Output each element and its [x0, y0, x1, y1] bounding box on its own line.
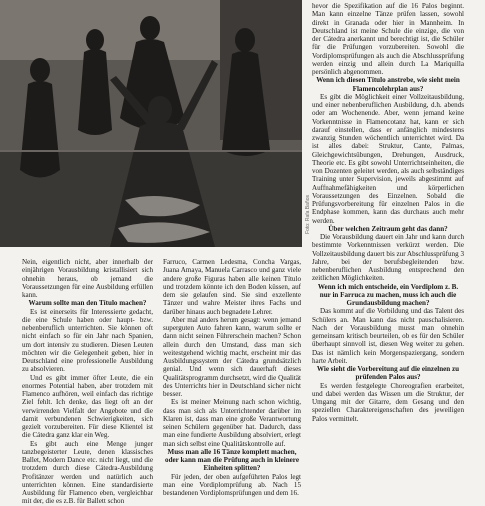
interview-question: Wenn ich mich entscheide, ein Vordiplom z. B. nur in Farruca zu machen, muss ich auch die Grundausbildung machen?: [317, 282, 459, 307]
article-paragraph: Es ist meiner Meinung nach schon wichtig, dass man sich als Unterrichtender darüber im Klaren ist, dass man eine große Verantwortung seinen Schülern gegenüber hat. Dadurch, dass man eine fundierte Ausbildung absolviert, erlegt man sich selbst eine Qualitätskontrolle auf.: [163, 398, 301, 448]
article-paragraph: Es gibt auch eine Menge junger tanzbegeisterter Leute, denen klassisches Ballet, Modern Dance etc. nicht liegt, und die trotzdem durch diese Cátedra-Ausbildung Profitänzer werden und natürlich auch unterrichten können. Eine standardisierte Ausbildung für Flamenco eben, vergleichbar mit der, die es z.B. für Ballett schon: [22, 439, 153, 506]
article-paragraph: hevor die Spezifikation auf die 16 Palos beginnt. Man kann einzelne Tänze prüfen lassen, sowohl direkt in Granada oder hier in Mannheim. In Deutschland ist meine Schule die einzige, die von der Cátedra anerkannt und berechtigt ist, die Schüler für die Prüfungen vorzubereiten. Sowohl die Vordiplomsprüfungen als auch die Abschlussprüfung werden einzig und allein durch La Mariquilla persönlich abgenommen.: [312, 2, 464, 76]
article-paragraph: Die Vorausbildung dauert ein Jahr und kann durch bestimmte Vorkenntnissen verkürzt werden. Die Vollzeitausbildung dauert bis zur Abschlussprüfung 3 Jahre, bei der berufsbegleitenden bzw. nebenberuflichen Ausbildung entsprechend den zeitlichen Möglichkeiten.: [312, 233, 464, 283]
flamenco-class-photo: [0, 0, 302, 247]
article-paragraph: Nein, eigentlich nicht, aber innerhalb der einjährigen Vorausbildung kristallisiert sich ohnehin heraus, ob jemand die Voraussetzungen für eine Ausbildung erfüllen kann.: [22, 258, 153, 299]
article-paragraph: Das kommt auf die Vorbildung und das Talent des Schülers an. Man kann das nicht pauschalisieren. Nach der Vorausbildung musst man ohnehin gemeinsam kritisch beurteilen, ob es für den Schüler überhaupt sinnvoll ist, diesen Weg weiter zu gehen. Das ist nämlich kein Morgenspaziergang, sondern harte Arbeit.: [312, 307, 464, 365]
article-paragraph: Aber mal anders herum gesagt: wenn jemand superguten Auto fahren kann, warum sollte er dann nicht seinen Führerschein machen? Schon allein durch den Umstand, dass man sich weitestgehend wichtig macht, erscheint mir das Ausbildungssystem der Cátedra grundsätzlich genial. Und wenn sich dauerhaft dieses Qualitätsprogramm durchsetzt, wird die Qualität des Unterrichts hier in Deutschland sicher nicht besser.: [163, 315, 301, 398]
interview-question: Wenn ich diesen Título anstrebe, wie sieht mein Flamencolehrplan aus?: [316, 76, 460, 93]
article-paragraph: Es ist einerseits für Interessierte gedacht, die eine Schule haben oder haupt- bzw. nebenberuflich unterrichten. Sie können oft nicht einfach so für ein Jahr nach Spanien, um dort intensiv zu studieren. Diesen Leuten möchten wir die Gelegenheit geben, hier in Deutschland eine professionelle Ausbildung zu absolvieren.: [22, 307, 153, 374]
article-column-3: [312, 2, 464, 500]
photo-illustration: [0, 0, 302, 247]
article-paragraph: Und es gibt immer öfter Leute, die ein enormes Potential haben, aber trotzdem mit Flamenco aufhören, weil einfach das richtige Ziel fehlt. Ich denke, das liegt oft an der verwirrenden Vielfalt der Angebote und die damit verbundenen Schwierigkeiten, sich gezielt vorzubereiten. Für diese Klientel ist die Cátedra ganz klar ein Weg.: [22, 373, 153, 440]
article-paragraph: Für jeden, der oben aufgeführten Palos legt man eine Vordiplomprüfung ab. Nach 15 bestandenen Vordiplomsprüfungen und dem 16.: [163, 472, 301, 497]
photo-credit: Foto: Rafa Baños: [305, 195, 311, 234]
article-paragraph: Es gibt die Möglichkeit einer Vollzeitausbildung, und einer nebenberuflichen Ausbildung, d.h. abends oder am Wochenende. Aber, wenn jemand keine Vorkenntnisse in Flamencotanz hat, kann er sich darauf einstellen, dass er anfänglich mindestens zwanzig Stunden wöchentlich unterrichtet wird. Da ist alles dabei: Struktur, Cante, Palmas, Gleichgewichtsübungen, Drehungen, Ausdruck, Theorie etc. Es gibt sowohl Unterrichtseinheiten, die von Dozenten geleitet werden, als auch selbständiges Training unter Supervision, jeweils abgestimmt auf Auffnahmefähigkeiten und körperlichen Voraussetzungen des Einzelnen. Sobald die Prüfungsvorbereitung für einzelnen Palos in die Endphase kommen, kann das durchaus auch mehr werden.: [312, 92, 464, 225]
article-column-1: [22, 258, 153, 506]
interview-question: Muss man alle 16 Tänze komplett machen, oder kann man die Prüfung auch in kleinere Einheiten splitten?: [165, 447, 299, 473]
article-column-2: [163, 258, 301, 500]
article-paragraph: Farruco, Carmen Ledesma, Concha Vargas, Juana Amaya, Manuela Carrasco und ganz viele andere große Figuras haben alle keinen Título und trotzdem könnte ich den Boden küssen, auf dem sie gelaufen sind. Sie sind exzellente Tänzer und wahre Meister ihres Fachs und darüber hinaus auch begnadete Lehrer.: [163, 258, 301, 316]
article-paragraph: Es werden festgelegte Choreografien erarbeitet, und dabei werden das Wissen um die Struktur, der Umgang mit der Gitarre, dem Gesang und den speziellen Charaktereigenschaften des jeweiligen Palos vermittelt.: [312, 381, 464, 423]
interview-question: Warum sollte man den Título machen?: [28, 299, 147, 308]
interview-question: Über welchen Zeitraum geht das dann?: [328, 224, 448, 233]
interview-question: Wie sieht die Vorbereitung auf die einzelnen zu prüfenden Palos aus?: [316, 365, 460, 382]
